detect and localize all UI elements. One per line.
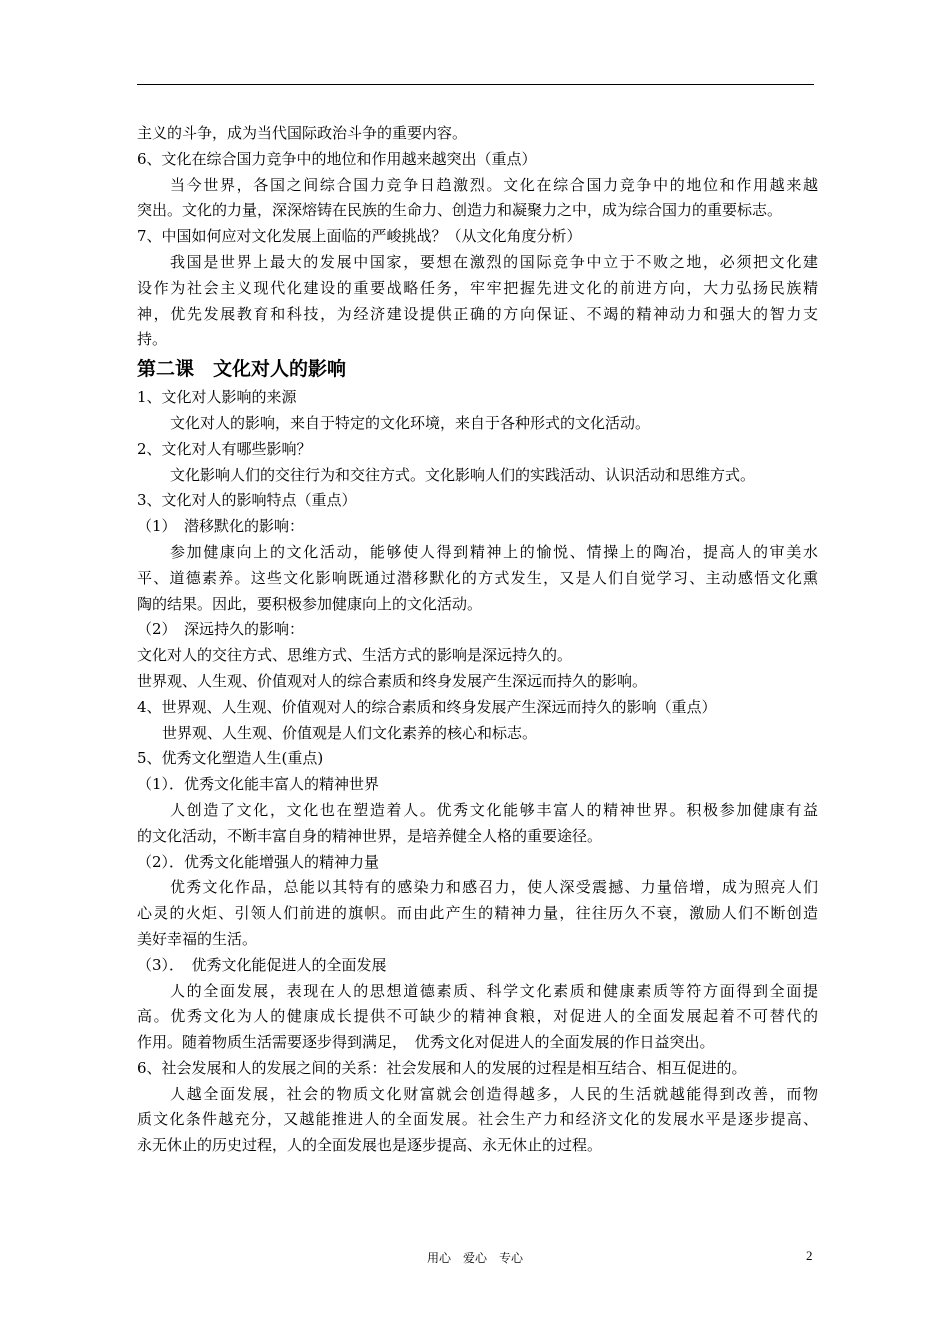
paragraph-line: 文化影响人们的交往行为和交往方式。文化影响人们的实践活动、认识活动和思维方式。: [170, 465, 756, 484]
section-item-7: 7、中国如何应对文化发展上面临的严峻挑战？（从文化角度分析）: [137, 227, 582, 246]
paragraph-line: 优秀文化作品，总能以其特有的感染力和感召力，使人深受震撼、力量倍增，成为照亮人们: [170, 878, 818, 897]
paragraph-line: 文化对人的交往方式、思维方式、生活方式的影响是深远持久的。: [137, 646, 573, 665]
paragraph-line: 突出。文化的力量，深深熔铸在民族的生命力、创造力和凝聚力之中，成为综合国力的重要标志。: [137, 201, 783, 220]
paragraph-line: 参加健康向上的文化活动，能够使人得到精神上的愉悦、情操上的陶冶，提高人的审美水: [170, 542, 818, 561]
subsection-item: （2） 深远持久的影响：: [137, 620, 305, 639]
paragraph-line: 持。: [137, 330, 168, 349]
paragraph-line: 人越全面发展，社会的物质文化财富就会创造得越多，人民的生活就越能得到改善，而物: [170, 1084, 818, 1103]
paragraph-line: 平、道德素养。这些文化影响既通过潜移默化的方式发生，又是人们自觉学习、主动感悟文化熏: [137, 568, 818, 587]
subsection-item: （1）．优秀文化能丰富人的精神世界: [137, 775, 380, 794]
section-item-5: 5、优秀文化塑造人生(重点): [137, 749, 324, 768]
paragraph-line: 陶的结果。因此，要积极参加健康向上的文化活动。: [137, 594, 483, 613]
page-number: 2: [806, 1248, 813, 1263]
header-rule: [137, 84, 814, 85]
paragraph-line: 当今世界，各国之间综合国力竞争日趋激烈。文化在综合国力竞争中的地位和作用越来越: [170, 175, 818, 194]
paragraph-line: 的文化活动，不断丰富自身的精神世界，是培养健全人格的重要途径。: [137, 826, 603, 845]
text-line: 主义的斗争，成为当代国际政治斗争的重要内容。: [137, 124, 468, 142]
page-footer: 用心 爱心 专心: [426, 1251, 523, 1265]
document-body: [137, 121, 818, 1159]
section-item-2: 2、文化对人有哪些影响？: [137, 439, 312, 458]
paragraph-line: 世界观、人生观、价值观是人们文化素养的核心和标志。: [162, 723, 538, 742]
paragraph-line: 世界观、人生观、价值观对人的综合素质和终身发展产生深远而持久的影响。: [137, 671, 648, 690]
section-item-6b: 6、社会发展和人的发展之间的关系：社会发展和人的发展的过程是相互结合、相互促进的。: [137, 1058, 747, 1077]
lesson-heading: 第二课 文化对人的影响: [137, 358, 347, 381]
paragraph-line: 神，优先发展教育和科技，为经济建设提供正确的方向保证、不竭的精神动力和强大的智力支: [137, 304, 818, 323]
paragraph-line: 高。优秀文化为人的健康成长提供不可缺少的精神食粮，对促进人的全面发展起着不可替代的: [137, 1007, 818, 1026]
section-item-4: 4、世界观、人生观、价值观对人的综合素质和终身发展产生深远而持久的影响（重点）: [137, 697, 717, 716]
subsection-item: （3）． 优秀文化能促进人的全面发展: [137, 955, 387, 974]
paragraph-line: 文化对人的影响，来自于特定的文化环境，来自于各种形式的文化活动。: [170, 413, 651, 432]
paragraph-line: 人的全面发展，表现在人的思想道德素质、科学文化素质和健康素质等符方面得到全面提: [170, 981, 818, 1000]
section-item-3: 3、文化对人的影响特点（重点）: [137, 491, 357, 510]
paragraph-line: 质文化条件越充分，又越能推进人的全面发展。社会生产力和经济文化的发展水平是逐步提高、: [137, 1110, 818, 1129]
paragraph-line: 永无休止的历史过程，人的全面发展也是逐步提高、永无休止的过程。: [137, 1136, 603, 1155]
paragraph-line: 我国是世界上最大的发展中国家，要想在激烈的国际竞争中立于不败之地，必须把文化建: [170, 252, 818, 271]
section-item-1: 1、文化对人影响的来源: [137, 388, 297, 407]
paragraph-line: 人创造了文化，文化也在塑造着人。优秀文化能够丰富人的精神世界。积极参加健康有益: [170, 800, 818, 819]
section-item-6: 6、文化在综合国力竞争中的地位和作用越来越突出（重点）: [137, 149, 537, 168]
paragraph-line: 美好幸福的生活。: [137, 929, 258, 948]
subsection-item: （1） 潜移默化的影响：: [137, 517, 305, 536]
paragraph-line: 作用。随着物质生活需要逐步得到满足， 优秀文化对促进人的全面发展的作日益突出。: [137, 1033, 715, 1052]
subsection-item: （2）．优秀文化能增强人的精神力量: [137, 852, 380, 871]
paragraph-line: 设作为社会主义现代化建设的重要战略任务，牢牢把握先进文化的前进方向，大力弘扬民族精: [137, 278, 818, 297]
paragraph-line: 心灵的火炬、引领人们前进的旗帜。而由此产生的精神力量，往往历久不衰，激励人们不断创造: [137, 904, 818, 923]
